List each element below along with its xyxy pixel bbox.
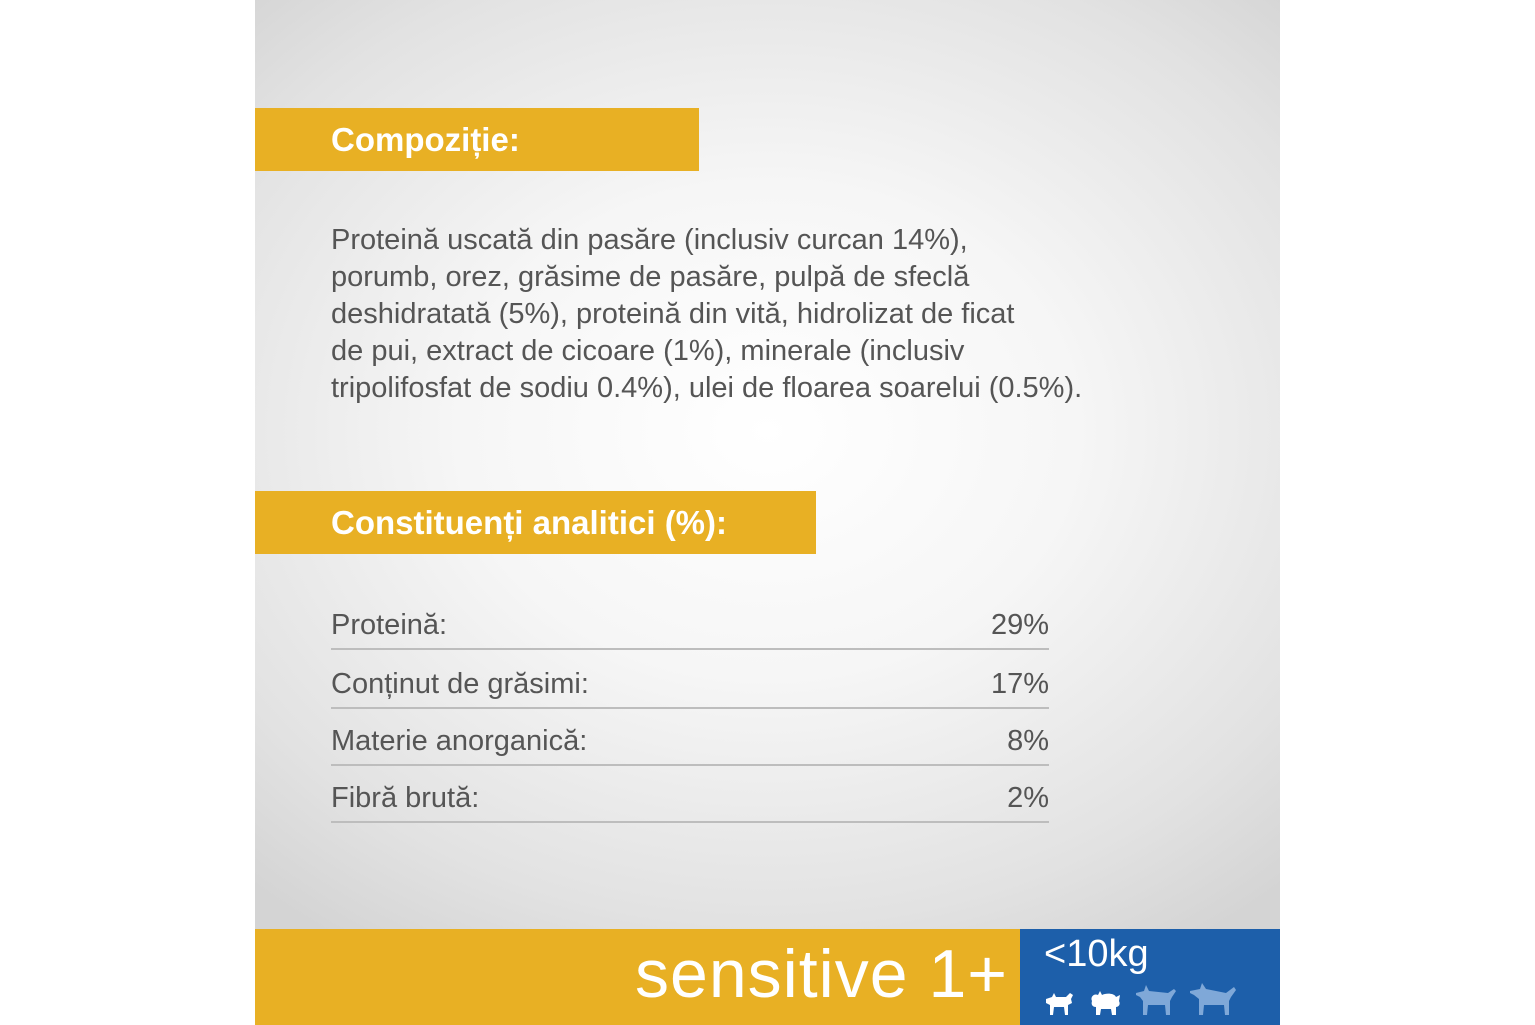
dog-size-icons xyxy=(1042,981,1238,1017)
product-name: sensitive 1+ xyxy=(635,936,1008,1012)
composition-heading: Compoziție: xyxy=(331,120,520,158)
analysis-heading: Constituenți analitici (%): xyxy=(331,503,727,541)
analysis-row-fiber xyxy=(331,766,1049,823)
analysis-heading-banner xyxy=(255,491,816,554)
analysis-label: Fibră brută: xyxy=(331,782,480,814)
analysis-label: Proteină: xyxy=(331,609,448,641)
analysis-value: 2% xyxy=(1007,782,1049,814)
composition-line: porumb, orez, grăsime de pasăre, pulpă de sfeclă xyxy=(331,261,970,293)
analysis-row-ash xyxy=(331,709,1049,766)
small-dog-icon xyxy=(1042,987,1076,1017)
analysis-value: 17% xyxy=(990,668,1049,700)
product-name-bar xyxy=(255,929,1020,1025)
analysis-value: 8% xyxy=(1007,725,1049,757)
size-indicator xyxy=(1020,929,1280,1025)
analysis-value: 29% xyxy=(990,609,1049,641)
composition-text xyxy=(331,222,1231,407)
weight-label: <10kg xyxy=(1044,933,1149,975)
fluffy-dog-icon xyxy=(1086,985,1124,1017)
composition-line: Proteină uscată din pasăre (inclusiv curcan 14%), xyxy=(331,224,968,256)
composition-line: tripolifosfat de sodiu 0.4%), ulei de floarea soarelui (0.5%). xyxy=(331,372,1083,404)
composition-heading-banner xyxy=(255,108,699,171)
analysis-row-protein xyxy=(331,600,1049,650)
product-info-panel xyxy=(255,0,1280,1025)
analysis-label: Conținut de grăsimi: xyxy=(331,668,589,700)
large-dog-icon xyxy=(1188,981,1238,1017)
analysis-label: Materie anorganică: xyxy=(331,725,588,757)
composition-line: deshidratată (5%), proteină din vită, hidrolizat de ficat xyxy=(331,298,1015,330)
analysis-table xyxy=(331,600,1049,823)
analysis-row-fat xyxy=(331,650,1049,709)
medium-dog-icon xyxy=(1134,983,1178,1017)
product-footer xyxy=(255,929,1280,1025)
composition-line: de pui, extract de cicoare (1%), minerale (inclusiv xyxy=(331,335,965,367)
